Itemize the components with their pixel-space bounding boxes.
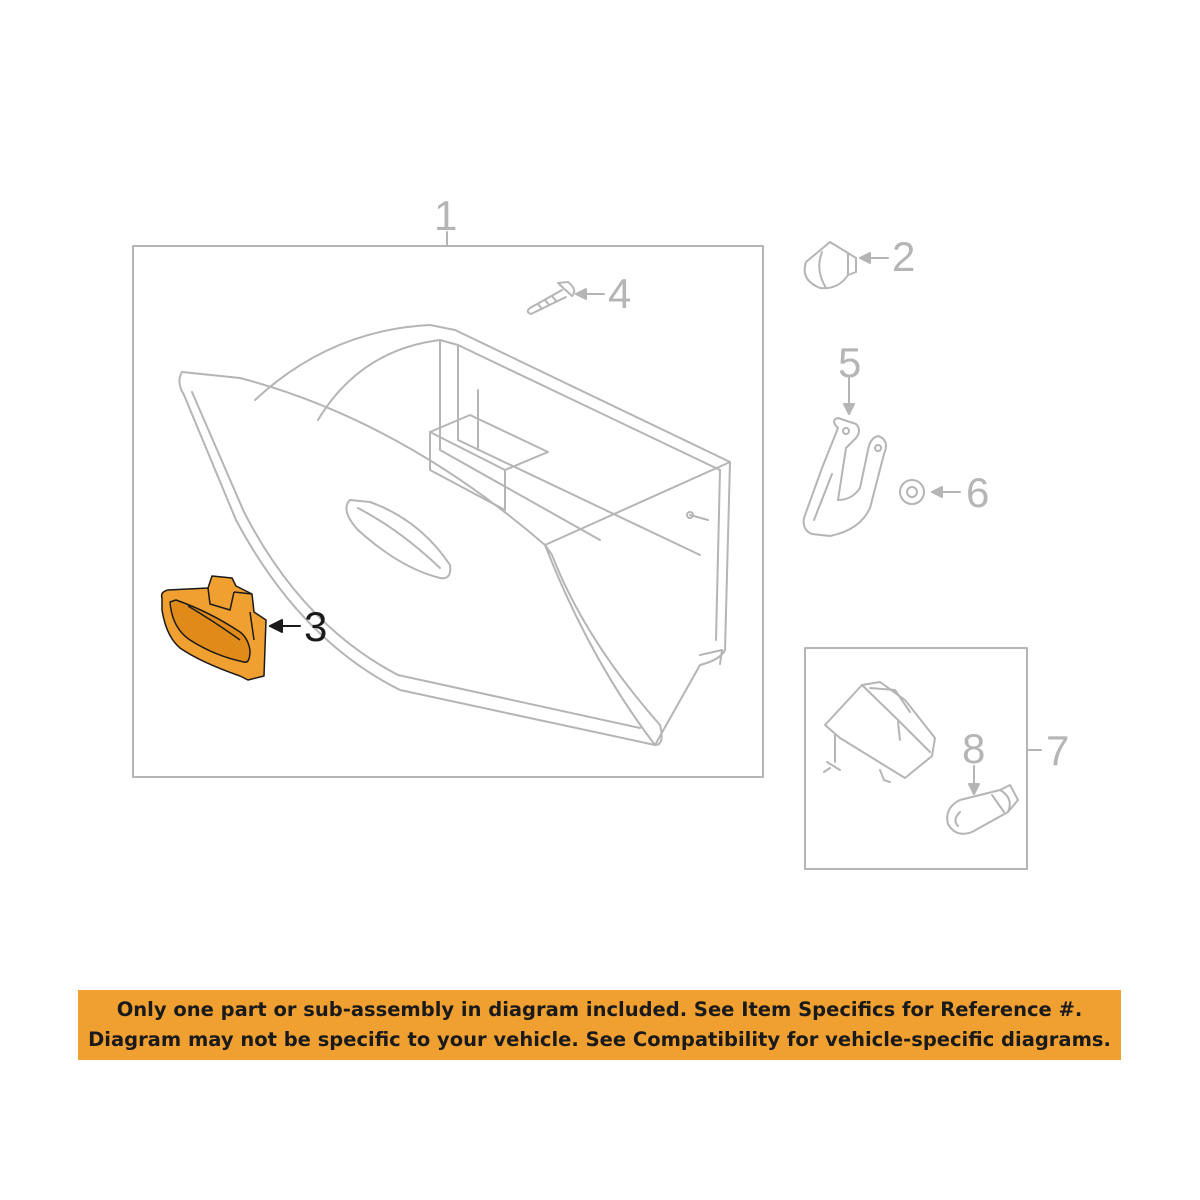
disclaimer-line-2: Diagram may not be specific to your vehicle. See Compatibility for vehicle-specific diagrams. xyxy=(88,1028,1111,1051)
callout-8: 8 xyxy=(962,725,986,772)
item3-leader xyxy=(270,620,300,632)
callout-5: 5 xyxy=(838,339,862,386)
callout-3: 3 xyxy=(304,603,328,650)
callout-2: 2 xyxy=(892,233,916,280)
bumper-2-drawing xyxy=(805,242,888,288)
clip-6-drawing xyxy=(900,480,960,504)
assembly-frame xyxy=(133,246,763,777)
callout-1: 1 xyxy=(434,192,458,239)
callout-4: 4 xyxy=(608,270,632,317)
bracket-5-drawing xyxy=(804,378,886,536)
screw-4-drawing xyxy=(528,282,604,314)
glove-box-drawing xyxy=(179,325,730,745)
callout-7: 7 xyxy=(1046,727,1070,774)
item7-frame xyxy=(805,648,1027,869)
disclaimer-banner xyxy=(78,990,1121,1060)
latch-handle-3-drawing xyxy=(162,576,266,680)
disclaimer-line-1: Only one part or sub-assembly in diagram included. See Item Specifics for Reference #. xyxy=(116,998,1083,1021)
callout-6: 6 xyxy=(966,469,990,516)
bulb-8-drawing xyxy=(947,766,1018,834)
lamp-7-drawing xyxy=(824,682,935,782)
